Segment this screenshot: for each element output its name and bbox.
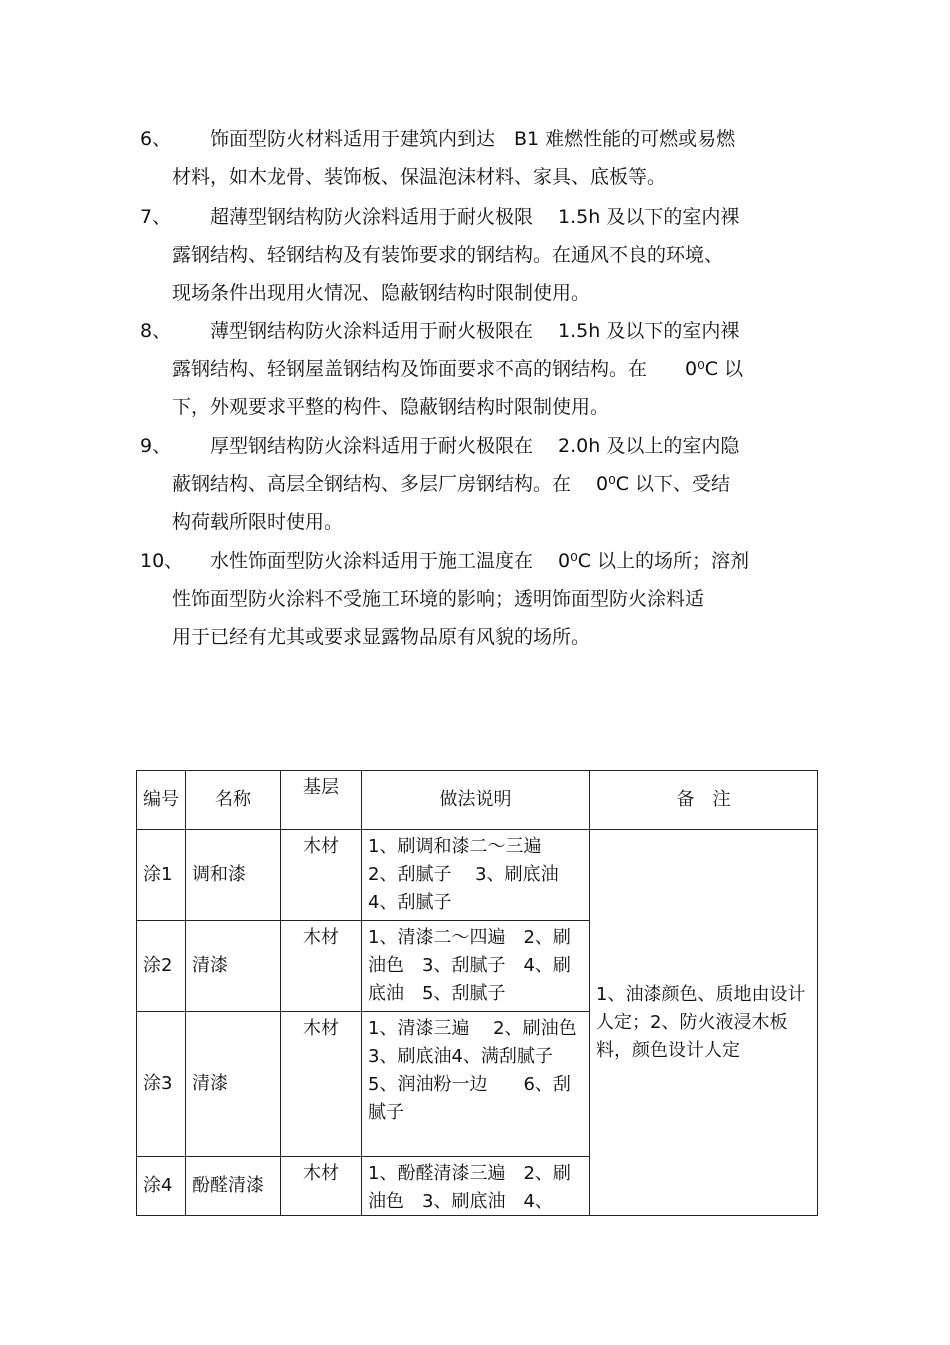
cell-code: 涂1 — [137, 830, 186, 921]
cell-code: 涂3 — [137, 1012, 186, 1157]
paragraph-item-7 — [140, 198, 820, 312]
cell-code: 涂2 — [137, 921, 186, 1012]
item-text-line: 露钢结构、轻钢屋盖钢结构及饰面要求不高的钢结构。在 0⁰C 以 — [172, 358, 744, 380]
cell-code — [137, 1157, 186, 1216]
cell-method: 1、清漆三遍 2、刷油色 3、刷底油4、满刮腻子 5、润油粉一边 6、刮腻子 — [362, 1012, 590, 1157]
item-text-line: 蔽钢结构、高层全钢结构、多层厂房钢结构。在 0⁰C 以下、受结 — [172, 473, 731, 495]
header-name: 名称 — [186, 771, 281, 830]
item-text-line: 露钢结构、轻钢结构及有装饰要求的钢结构。在通风不良的环境、 — [172, 244, 724, 266]
cell-name: 清漆 — [186, 921, 281, 1012]
item-text: 薄型钢结构防火涂料适用于耐火极限在 1.5h 及以下的室内裸 — [210, 320, 740, 342]
cell-base: 木材 — [281, 1157, 362, 1216]
cell-name — [186, 1157, 281, 1216]
cell-method-text: 1、酚醛清漆三遍 2、刷油色 3、刷底油 4、 — [368, 1163, 571, 1212]
cell-name: 调和漆 — [186, 830, 281, 921]
item-text-line: 现场条件出现用火情况、隐蔽钢结构时限制使用。 — [172, 282, 591, 304]
item-text: 超薄型钢结构防火涂料适用于耐火极限 1.5h 及以下的室内裸 — [210, 206, 740, 228]
coating-spec-table — [136, 770, 818, 1216]
item-number: 9、 — [140, 435, 172, 457]
item-text: 厚型钢结构防火涂料适用于耐火极限在 2.0h 及以上的室内隐 — [210, 435, 740, 457]
cell-method: 1、清漆二～四遍 2、刷油色 3、刮腻子 4、刷底油 5、刮腻子 — [362, 921, 590, 1012]
item-text-line: 性饰面型防火涂料不受施工环境的影响；透明饰面型防火涂料适 — [172, 588, 705, 610]
paragraph-item-10 — [140, 542, 820, 656]
paragraph-item-8 — [140, 312, 820, 426]
cell-name-text: 酚醛清漆 — [192, 1175, 264, 1196]
cell-name: 清漆 — [186, 1012, 281, 1157]
cell-base: 木材 — [281, 1012, 362, 1157]
cell-method — [362, 1157, 590, 1216]
item-number: 10、 — [140, 550, 184, 572]
header-code: 编号 — [137, 771, 186, 830]
header-base: 基层 — [281, 771, 362, 830]
cell-method: 1、刷调和漆二～三遍 2、刮腻子 3、刷底油 4、刮腻子 — [362, 830, 590, 921]
table-row — [137, 830, 818, 921]
item-text: 水性饰面型防火涂料适用于施工温度在 0⁰C 以上的场所；溶剂 — [210, 550, 750, 572]
item-text-line: 用于已经有尤其或要求显露物品原有风貌的场所。 — [172, 626, 591, 648]
table-header-row — [137, 771, 818, 830]
paragraph-item-9 — [140, 427, 820, 541]
item-number: 8、 — [140, 320, 172, 342]
header-remarks: 备 注 — [590, 771, 818, 830]
item-text: 饰面型防火材料适用于建筑内到达 B1 难燃性能的可燃或易燃 — [210, 128, 736, 150]
item-number: 6、 — [140, 128, 172, 150]
header-method: 做法说明 — [362, 771, 590, 830]
cell-remarks: 1、油漆颜色、质地由设计人定；2、防火液浸木板料，颜色设计人定 — [590, 830, 818, 1216]
item-text-line: 材料，如木龙骨、装饰板、保温泡沫材料、家具、底板等。 — [172, 166, 667, 188]
paragraph-item-6 — [140, 120, 820, 196]
cell-base: 木材 — [281, 830, 362, 921]
cell-code-text: 涂4 — [143, 1175, 173, 1196]
item-text-line: 构荷载所限时使用。 — [172, 511, 344, 533]
item-number: 7、 — [140, 206, 172, 228]
cell-base: 木材 — [281, 921, 362, 1012]
item-text-line: 下，外观要求平整的构件、隐蔽钢结构时限制使用。 — [172, 396, 610, 418]
